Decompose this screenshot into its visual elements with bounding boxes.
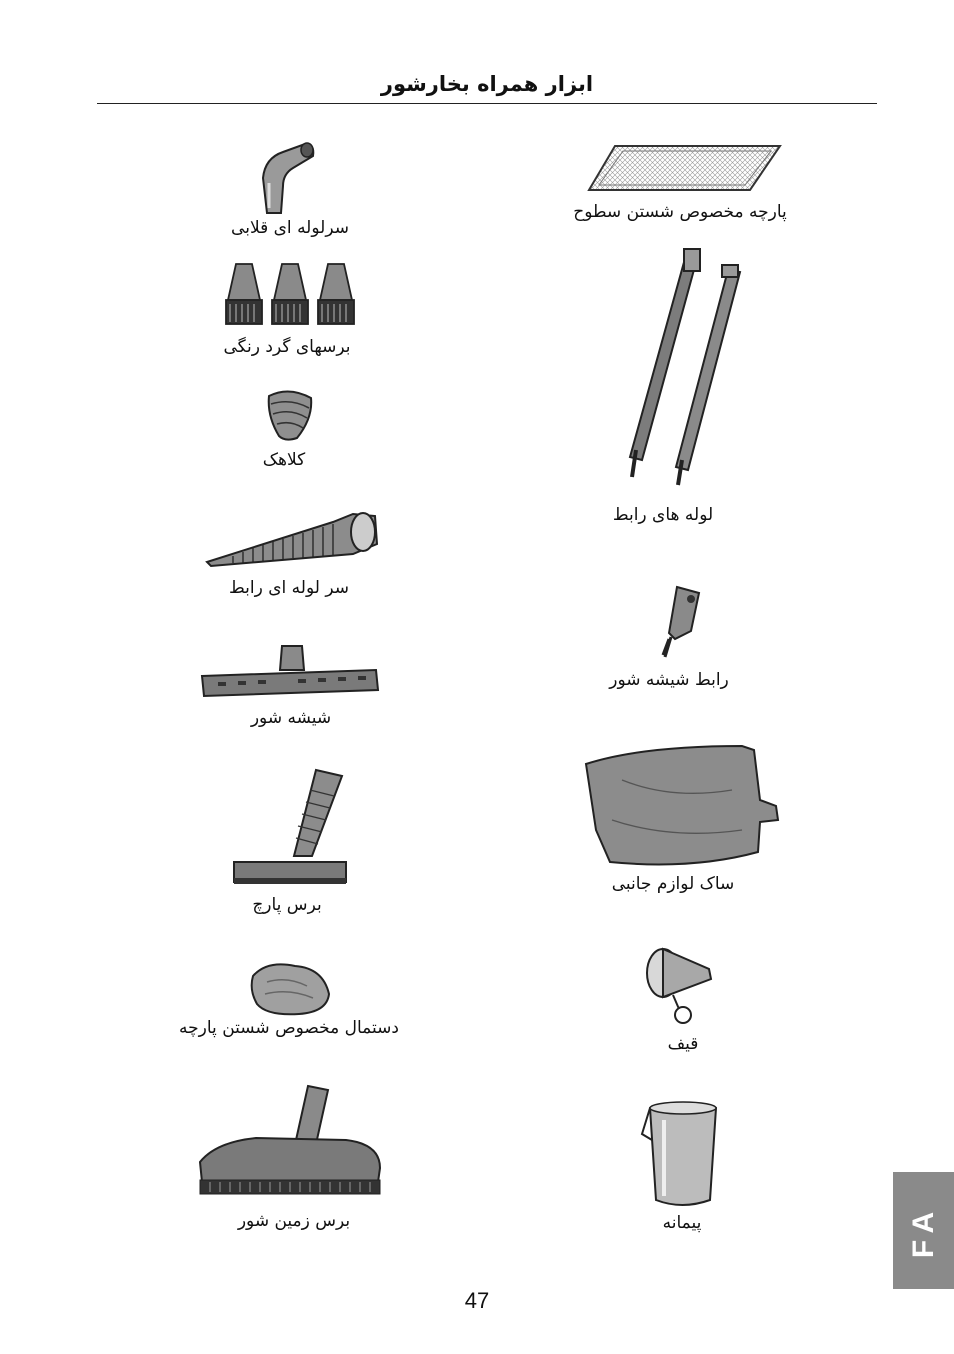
tubes-label: لوله های رابط	[612, 505, 714, 525]
hose-extension-illustration	[203, 508, 381, 570]
window-squeegee-label: شیشه شور	[250, 708, 332, 728]
page-number: 47	[464, 1288, 490, 1313]
cloth-label: پارچه مخصوص شستن سطوح	[573, 202, 787, 222]
floor-brush-label: برس پارچ	[252, 895, 322, 915]
title-underline	[97, 103, 877, 104]
bag-label: ساک لوازم جانبی	[611, 874, 735, 894]
glove-label: دستمال مخصوص شستن پارچه	[179, 1018, 399, 1038]
jug-illustration	[640, 1100, 722, 1210]
brushes-illustration	[222, 260, 357, 328]
cap-label: کلاهک	[262, 450, 306, 470]
page-title: ابزار همراه بخارشور	[380, 72, 594, 96]
cloth-illustration	[585, 140, 785, 195]
floor-brush-illustration	[232, 766, 347, 888]
window-connector-label: رابط شیشه شور	[609, 670, 729, 690]
angled-nozzle-illustration	[255, 138, 320, 218]
brushes-label: برسهای گرد رنگی	[223, 337, 351, 357]
bag-illustration	[582, 740, 787, 870]
glove-illustration	[247, 958, 332, 1018]
window-squeegee-illustration	[198, 642, 380, 700]
funnel-label: قیف	[667, 1034, 699, 1054]
funnel-illustration	[643, 945, 715, 1027]
cap-illustration	[263, 388, 315, 443]
angled-nozzle-label: سرلوله ای قلابی	[231, 218, 349, 238]
language-tab-label: FA	[906, 1203, 940, 1258]
jug-label: پیمانه	[662, 1213, 702, 1233]
tubes-illustration	[622, 245, 747, 490]
floor-head-illustration	[196, 1082, 384, 1200]
floor-head-label: برس زمین شور	[237, 1211, 351, 1231]
language-tab	[893, 1172, 954, 1289]
window-connector-illustration	[655, 583, 705, 663]
hose-extension-label: سر لوله ای رابط	[229, 578, 349, 598]
